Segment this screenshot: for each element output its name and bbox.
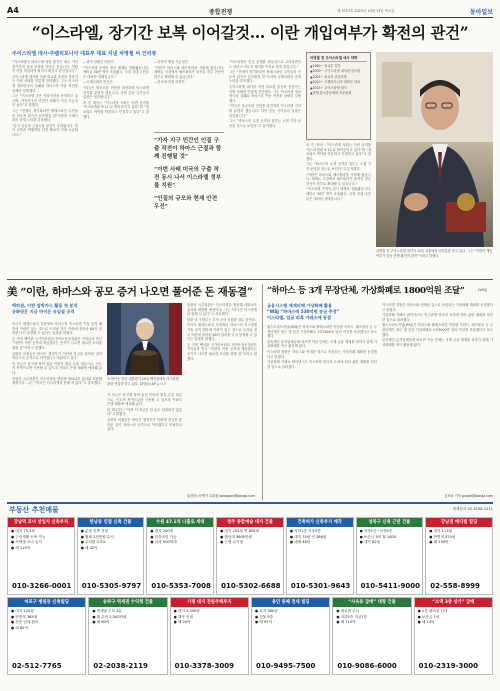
ad-title: “소액 3층 상가” 급매 <box>415 598 492 607</box>
paragraph: 차 전 대사는 “이스라엘 사회는 이번 공격을 ‘이스라엘판 9·11’로 받아들이고 있다”며 “정치권도 여야를 막론하고 단결하고 있다”고 말했다. <box>306 143 371 161</box>
biden-caption: 조 바이든 미국 대통령이 10일 백악관에서 이스라엘 관련 연설을 하고 있다. 워싱턴=AP 뉴시스 <box>107 377 179 386</box>
ad-box[interactable] <box>7 517 75 595</box>
profile-box <box>306 52 371 140</box>
paragraph: ―현지 상황은 어떤가. <box>83 60 115 64</box>
ad-body <box>415 607 492 628</box>
photo-caption: 차영철 전 주이스라엘 대사가 12일 서울에서 인터뷰를 하고 있다. 그는 “이란의 개입 여부가 중동 전쟁 확전의 관건”이라고 말했다. <box>376 249 493 258</box>
ad-phone[interactable]: 010-3266-0001 <box>12 582 72 590</box>
ad-box[interactable] <box>170 597 249 675</box>
ad-line: ● 지하1층 지상5층 <box>289 529 321 533</box>
story2-subhead: 백악관, 이란 압박카드 활용 첫 분석 공화당은 지금 바이든 유입설 공격 <box>12 303 78 314</box>
ads-contact: 게재문의 02-3158-1211 <box>452 507 493 511</box>
ad-line: ● 매매 48억 <box>289 540 311 545</box>
ad-line: ● 근린생활 신축 가능 <box>11 534 46 539</box>
ads-title: 부동산 추천매물 <box>9 505 59 514</box>
paragraph: “이란은 하마스와 헤즈볼라를 지원해 왔습니다. 레바논 국경에서 헤즈볼라가 움직일 경우 전선이 북부로 확대될 수 있습니다.” <box>306 172 371 186</box>
paragraph: “이스라엘은 인질 문제를 최우선으로 고려하면서도 하마스 지도부 제거를 목표로 삼을 것입니다.” <box>229 60 301 69</box>
profile-title: 차영철 전 주이스라엘 대사 약력 <box>310 56 367 62</box>
paragraph: 공화당 의원들은 바이든 행정부가 이란에 자금을 풀어준 것이 하마스의 공격으로 이어졌다고 비판하고 있다. <box>12 351 102 361</box>
paragraph: 존 커비 백악관 국가안보회의 전략소통조정관은 기자들과 만나 “이란이 이번 공격에 개입했다는 증거가 나오면 필요한 조치를 취할 것”이라고 말했다. <box>187 342 257 361</box>
paragraph: 공화당 의원들은 바이든 행정부가 이란에 자금을 풀어준 것이 하마스의 공격으로 이어졌다고 비판하고 있다. <box>107 417 182 432</box>
profile-line: ▲2010~ 주캘리포니아 대표부 대표 <box>310 80 361 85</box>
ad-line: ● 매 14억 <box>417 620 435 625</box>
profile-line: ▲2000~ 주이스라엘 대사관 참사관 <box>310 69 361 74</box>
issue-date: 제 3757호 2023년 10월 13일 목요일 <box>337 9 395 13</box>
ad-phone[interactable]: 02-558-8999 <box>430 582 480 590</box>
page-number: A4 <box>7 6 19 15</box>
ad-title: 성북구 신축 근린 건물 <box>357 518 423 527</box>
ad-phone[interactable]: 010-2319-3000 <box>418 662 479 670</box>
ad-line: ● 월임대 3600만원 <box>220 534 253 539</box>
ad-line: ● 건물 5층 <box>255 614 274 619</box>
ad-line: ● 역세권 도보 3분 <box>92 609 123 613</box>
ad-line: ● 근생 수익형 <box>220 540 243 545</box>
story3-headline: “하마스 등 3개 무장단체, 가상화폐로 1800억원 조달” <box>267 286 465 296</box>
paragraph: ―이란의 개입 가능성은. <box>154 60 190 64</box>
column-divider <box>262 284 263 500</box>
ad-phone[interactable]: 010-3378-3009 <box>174 662 235 670</box>
ad-line: ● 대지 253평 연 800평 <box>220 529 259 533</box>
paragraph: ―한국에 미칠 영향은. <box>154 80 186 85</box>
paragraph: ―국제사회의 반응은. <box>83 80 114 85</box>
ad-title: 수원 47.1억 나홀로 세대 <box>147 518 213 527</box>
story3-byline: 김보라 기자 purple@donga.com <box>444 494 493 498</box>
ad-line: ● 대지 62평 <box>359 540 380 545</box>
ad-body <box>217 527 283 548</box>
paragraph: 월스트리트저널(WSJ)은 하마스와 팔레스타인 이슬람 지하드, 헤즈볼라 등 무장단체가 최근 몇 년간 가상화폐로 1억3000만 달러 이상을 조달했다고 보도했다. <box>267 325 377 339</box>
ad-line: ● 대지 113평 <box>429 529 452 533</box>
ad-box[interactable] <box>332 597 411 675</box>
ad-line: ● 전층 임대 완료 <box>11 620 39 625</box>
ad-line: ● 토지 380평 <box>255 609 278 613</box>
paragraph: 주이스라엘 대사를 지낸 외교관 출신의 전문가는 이번 사태를 이렇게 진단했다. 그는 이스라엘 정보당국의 실패와 하마스의 기습 작전을 상세히 설명했다. <box>12 74 78 93</box>
ad-line: ● 대지 120평 <box>11 609 34 613</box>
paragraph: 그는 “하마스의 로켓 공격과 침투는 오랜 기간 준비된 것으로 보인다”고 분석했다. <box>229 119 301 128</box>
ad-line: ● 연면적 365평 <box>11 614 38 619</box>
story2-column-3 <box>187 303 257 493</box>
ad-body <box>89 607 166 628</box>
ad-body <box>78 527 144 553</box>
ad-phone[interactable]: 010-5305-9797 <box>81 582 142 590</box>
ad-title: 마포구 병원동 신축빌딩 <box>8 598 85 607</box>
ad-phone[interactable]: 010-9495-7500 <box>256 662 316 670</box>
ad-line: ● 매 92억 <box>255 620 272 625</box>
ad-line: ● 대지 74평 연 286평 <box>289 534 327 539</box>
paragraph: 이 자금은 한국에 묶여 있던 이란의 원유 수출 대금으로, 인도적 목적으로만 사용할 수 있도록 카타르 은행 계좌에 예치돼 있다. <box>107 393 182 407</box>
story3-column-1 <box>267 325 377 500</box>
ad-title: 강남권 메디컬 빌딩 <box>426 518 492 527</box>
profile-line: ▲1980~ 외교부 입부 <box>310 64 341 68</box>
ad-title: 청주 종합예술 대지 건물 <box>217 518 283 527</box>
paragraph: 이스라엘 경찰은 하마스와 연계된 것으로 의심되는 가상화폐 계좌를 동결했다고 밝혔다. <box>267 349 377 359</box>
ad-line: ● 매 60억 <box>92 620 110 625</box>
pull-quotes <box>154 132 224 275</box>
ad-phone[interactable]: 010-5302-6688 <box>221 582 281 590</box>
ad-title: 가평 대지 전원주택부지 <box>171 598 248 607</box>
lead-headline: “이스라엘, 장기간 보복 이어갈것… 이란 개입여부가 확전의 관건” <box>31 23 469 42</box>
paragraph: 존 커비 백악관 국가안보회의 전략소통조정관은 기자들과 만나 “이란이 이번 공격에 개입했다는 증거가 나오면 필요한 조치를 취할 것”이라고 말했다. <box>12 336 102 350</box>
ad-line: ● 수익률 5.5% <box>80 540 106 545</box>
story2-column-2 <box>107 393 182 500</box>
pull-quote: “가자 지구 민간인 인질 구출 작전이 하마스 근절과 함께 진행될 것” <box>154 138 222 160</box>
paragraph: “미국은 항공모함 전단을 파견하며 이스라엘 지지를 분명히 했습니다. 다만 중동 국가들의 입장은 엇갈립니다.” <box>83 85 149 100</box>
ad-phone[interactable]: 02-2038-2119 <box>93 662 148 670</box>
lead-column-4 <box>229 60 301 275</box>
story2-column-1 <box>12 322 102 500</box>
paragraph: 가상화폐 거래소 바이낸스도 이스라엘 당국의 요청에 따라 관련 계좌를 차단한 것으로 알려졌다. <box>267 360 377 369</box>
ad-line: ● 한강조망 가능 <box>150 534 177 539</box>
paragraph: 미국이 팔레스타인 무장정파 하마스의 이스라엘 기습 공격 배후에 이란이 있는 것으로 드러날 경우 이란에 풀어준 60억 달러를 다시 동결할 수 있다는 입장을 밝혔다. <box>187 323 257 342</box>
ads-header <box>7 505 493 515</box>
ad-title: 송파구 역세권 수익형 건물 <box>89 598 166 607</box>
ad-title: 용인 통째 전세 빌딩 <box>252 598 329 607</box>
paragraph: 그는 “이스라엘 군은 지상작전을 준비하고 있으며, 가자지구의 민간인 피해가 커질 가능성이 높다”고 말했다. <box>12 94 78 108</box>
ad-title: “사옥용 급매” 대형 건물 <box>333 598 410 607</box>
ad-box[interactable] <box>7 597 86 675</box>
lead-subhead: 주이스라엘 대사·주캘리포니아 대표부 대표 지낸 차영철 씨 인터뷰 <box>12 51 157 57</box>
story3-source: (WSJ) <box>478 288 488 292</box>
story3-column-2 <box>382 303 493 493</box>
ad-line: ● 매 110억 <box>11 545 31 550</box>
ad-body <box>333 607 410 628</box>
section-rule <box>7 279 493 280</box>
ad-body <box>147 527 213 548</box>
ad-phone[interactable]: 010-5411-9000 <box>360 582 420 590</box>
lead-column-1 <box>12 60 78 275</box>
ad-body <box>426 527 492 548</box>
section-name: 종합전쟁 <box>209 9 233 16</box>
ad-box[interactable] <box>425 517 493 595</box>
ad-line: ● 매 210억 <box>336 620 356 625</box>
ad-box[interactable] <box>286 517 354 595</box>
ad-body <box>357 527 423 548</box>
ad-title: 한남동 인접 신축 건물 <box>78 518 144 527</box>
paper-name: 동아일보 <box>469 9 493 16</box>
ad-line: ● 매 42억 <box>80 545 98 550</box>
ad-line: ● 급매 500억대 <box>150 540 177 545</box>
paragraph: 월스트리트저널(WSJ)은 하마스와 팔레스타인 이슬람 지하드, 헤즈볼라 등 무장단체가 최근 몇 년간 가상화폐로 1억3000만 달러 이상을 조달했다고 보도했다. <box>382 323 493 337</box>
paragraph: “유가 상승과 금융시장 불안이 우려됩니다. 현지 교민과 여행객의 안전 확보가 가장 시급합니다.” <box>12 123 78 137</box>
pull-quote: “인질의 규모와 현재 안전 우선” <box>154 196 218 210</box>
profile-line: ▲현재 한국중동협회 자문위원 <box>310 91 352 96</box>
lead-column-6 <box>306 143 371 275</box>
paragraph: “미국은 항공모함 전단을 파견하며 이스라엘 지지를 분명히 했습니다. 다만 중동 국가들의 입장은 엇갈립니다.” <box>229 104 301 118</box>
paragraph: 가상화폐 거래소 바이낸스도 이스라엘 당국의 요청에 따라 관련 계좌를 차단한 것으로 알려졌다. <box>382 313 493 322</box>
paragraph: 미국이 팔레스타인 무장정파 하마스의 이스라엘 기습 공격 배후에 이란이 있는 것으로 드러날 경우 이란에 풀어준 60억 달러를 다시 동결할 수 있다는 입장을 밝혔다. <box>12 322 102 336</box>
ad-line: ● 지하2층 지상7층 <box>336 614 368 619</box>
ad-box[interactable] <box>414 597 493 675</box>
ad-line: ● 지하1층~지상5층 <box>359 529 393 533</box>
ad-body <box>171 607 248 628</box>
paragraph: “이스라엘이 하마스에 당한 충격은 매우 커서 장기간에 걸쳐 보복을 이어갈 것입니다. 이란이 직접 개입하게 될지가 확전의 관건입니다.” <box>12 60 78 74</box>
paragraph: 그는 “전쟁이 장기화되면 팔레스타인 주민들의 인도적 위기가 심각해질 것”이라며 국제사회의 중재 노력을 강조했다. <box>229 70 301 84</box>
ad-line: ● 보증금 3억 월 1800 <box>359 534 397 539</box>
ad-line: ● 대지 75.3평 <box>11 529 35 533</box>
ad-phone[interactable]: 010-5353-7008 <box>151 582 211 590</box>
story3-subhead: 금융시스템 제재피해 가상화폐 활용 “WSJ “하마스에 530억원 송금 추정” 이스라엘, 입금 의혹 거래소에 동결 <box>267 303 340 320</box>
profile-line: ▲2005~ 외교부 중동과장 <box>310 74 347 79</box>
paragraph: 블링컨 국무장관은 이스라엘을 방문해 네타냐후 총리와 회담할 예정이다. 그는 “미국은 이스라엘과 함께 서 있다”고 강조했다. <box>187 303 257 317</box>
profile-line: ▲2015~ 주이스라엘 대사 <box>310 85 347 90</box>
paragraph: 블링컨 국무장관은 이스라엘을 방문해 네타냐후 총리와 회담할 예정이다. 그는 “미국은 이스라엘과 함께 서 있다”고 강조했다. <box>12 376 102 386</box>
biden-photo <box>107 303 182 375</box>
person-figure <box>376 52 493 247</box>
ads-top-rule <box>7 502 493 504</box>
ad-box[interactable] <box>216 517 284 595</box>
paragraph: 차 전 대사는 “이스라엘 사회는 이번 공격을 ‘이스라엘판 9·11’로 받아들이고 있다”며 “정치권도 여야를 막론하고 단결하고 있다”고 말했다. <box>83 100 149 119</box>
ad-line: ● 월세 2천만원 수익 <box>80 534 114 539</box>
pull-quote: “이번 사태 미국의 구출 작전 동시 나서 이스라엘 정부를 지원” <box>154 167 222 189</box>
ad-line: ● 대지 200평 <box>150 529 174 533</box>
ad-body <box>8 527 74 553</box>
ad-line: ● 월 수익 2,500만원 <box>92 614 127 619</box>
paragraph: “이스라엘 전역이 전시 체제로 전환됐습니다. 예비군 30만 명이 소집됐고, 국경 지대 주민들은 대피한 상태입니다.” <box>83 65 149 79</box>
ad-phone[interactable]: 010-5301-9643 <box>290 582 351 590</box>
ad-box[interactable] <box>88 597 167 675</box>
ad-title: 건축허가 신축부지 매각 <box>287 518 353 527</box>
ad-line: ● 대로변 코너 <box>336 609 360 613</box>
ad-line: ● 1층 편의점 임대 <box>417 609 448 613</box>
paragraph: 그는 “하마스의 로켓 공격과 침투는 오랜 기간 준비된 것으로 보인다”고 분석했다. <box>306 162 371 171</box>
paragraph: 블록체인 분석업체들에 따르면 이들 단체는 국제 금융 제재를 피하기 위해 가상화폐를 적극 활용해 왔다. <box>267 339 377 349</box>
ad-box[interactable] <box>77 517 145 595</box>
ad-box[interactable] <box>356 517 424 595</box>
ad-line: ● 대지 2,000평 <box>173 609 200 613</box>
masthead <box>7 6 493 17</box>
ad-line: ● 연면적 525평 <box>429 534 456 539</box>
masthead-rule <box>7 17 493 18</box>
ad-line: ● 보증금 1억 <box>417 614 440 619</box>
ad-body <box>252 607 329 628</box>
paragraph: 미 재무부는 “아직 이 자금은 한 푼도 인출되지 않았다”고 밝혔다. <box>107 407 182 417</box>
story2-headline: 美 “이란, 하마스와 공모 증거 나오면 풀어준 돈 재동결” <box>7 286 253 298</box>
ad-line: ● 역세권 코너 입지 <box>11 540 42 545</box>
ad-line: ● 매 20억 <box>173 620 191 625</box>
ad-box[interactable] <box>146 517 214 595</box>
ad-phone[interactable]: 010-9086-6000 <box>337 662 397 670</box>
ad-body <box>287 527 353 548</box>
paragraph: 그는 “전쟁이 장기화되면 팔레스타인 주민들의 인도적 위기가 심각해질 것”이라며 국제사회의 중재 노력을 강조했다. <box>12 108 78 123</box>
ad-line: ● 분당 신축 건물 <box>80 529 109 533</box>
paragraph: 이스라엘 경찰은 하마스와 연계된 것으로 의심되는 가상화폐 계좌를 동결했다고 밝혔다. <box>382 303 493 312</box>
paragraph: “이란은 하마스와 헤즈볼라를 지원해 왔습니다. 레바논 국경에서 헤즈볼라가 움직일 경우 전선이 북부로 확대될 수 있습니다.” <box>154 65 224 79</box>
ad-line: ● 매 85억 <box>11 625 28 630</box>
ad-line: ● 계곡 인접 <box>173 614 193 619</box>
paragraph: 블록체인 분석업체들에 따르면 이들 단체는 국제 금융 제재를 피하기 위해 가상화폐를 적극 활용해 왔다. <box>382 338 493 347</box>
ad-line: ● 매 150억 <box>429 540 449 545</box>
lead-column-3 <box>154 60 224 130</box>
ad-title: 강남역 코너 상업지 신축부지 <box>8 518 74 527</box>
paragraph: 한편 미 국방부는 추가 군사 지원을 검토 중이다. <box>187 317 256 322</box>
paragraph: 이 자금은 한국에 묶여 있던 이란의 원유 수출 대금으로, 인도적 목적으로만 사용할 수 있도록 카타르 은행 계좌에 예치돼 있다. <box>12 361 102 375</box>
speaker-figure <box>107 303 182 375</box>
paragraph: “이스라엘 전역이 전시 체제로 전환됐습니다. 예비군 30만 명이 소집됐고, 국경 지대 주민들은 대피한 상태입니다.” <box>306 187 371 201</box>
paragraph: 주이스라엘 대사를 지낸 외교관 출신의 전문가는 이번 사태를 이렇게 진단했다. 그는 이스라엘 정보당국의 실패와 하마스의 기습 작전을 상세히 설명했다. <box>229 84 301 103</box>
lead-column-2 <box>83 60 149 275</box>
story2-byline: 워싱턴=문병기 특파원 weappon@donga.com <box>187 494 255 498</box>
interview-photo <box>376 52 493 247</box>
ad-phone[interactable]: 02-512-7765 <box>12 662 62 670</box>
ad-box[interactable] <box>251 597 330 675</box>
ad-body <box>8 607 85 633</box>
